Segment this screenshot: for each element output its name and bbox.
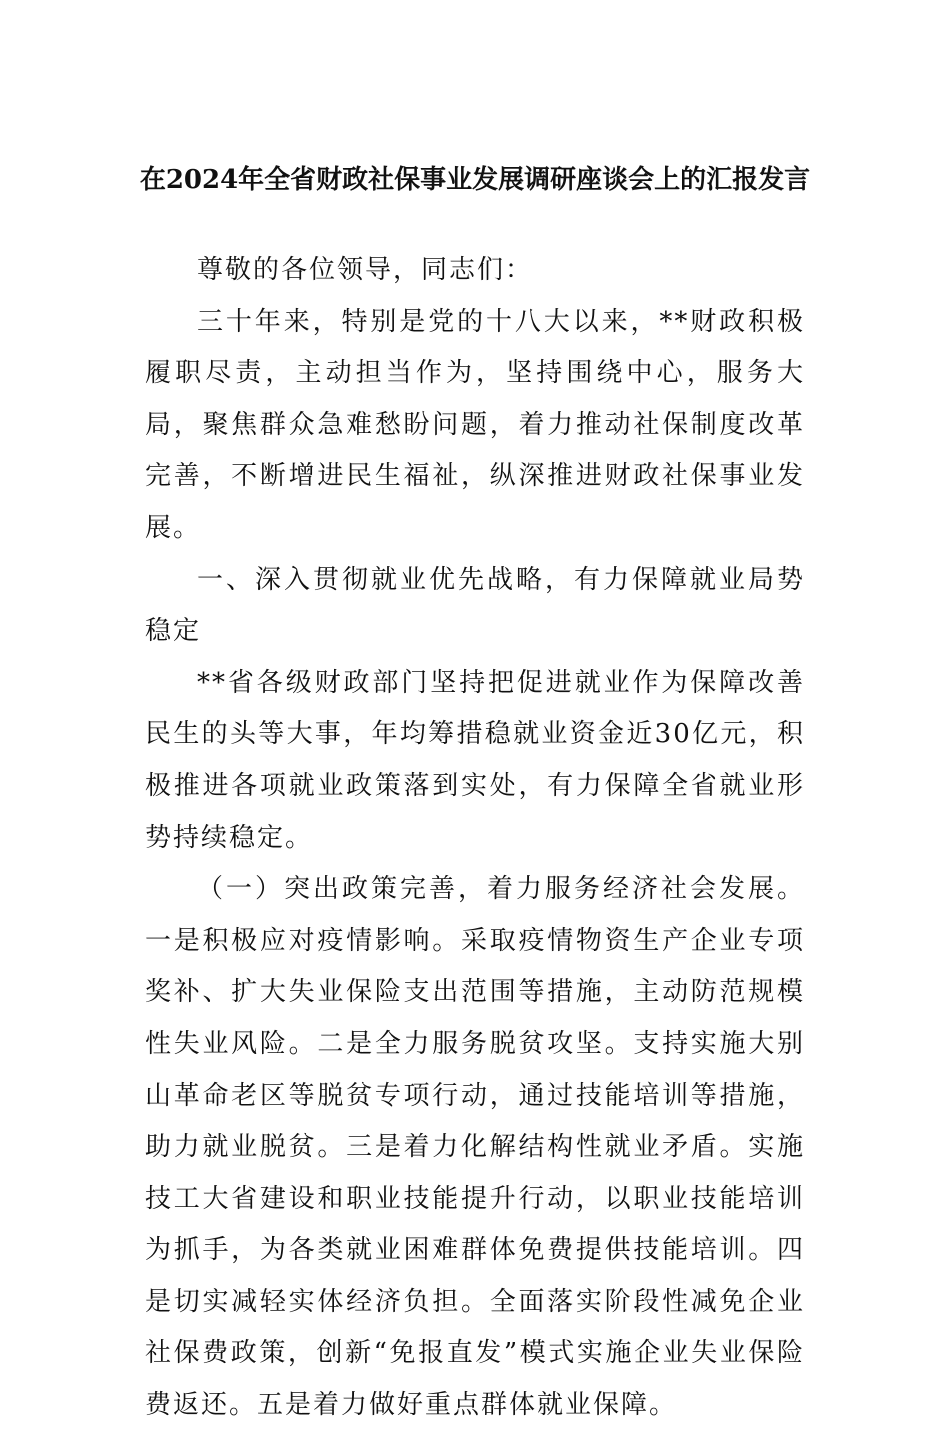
document-body bbox=[145, 245, 805, 1432]
document-title: 在2024年全省财政社保事业发展调研座谈会上的汇报发言 bbox=[139, 165, 811, 195]
section-paragraph: **省各级财政部门坚持把促进就业作为保障改善民生的头等大事，年均筹措稳就业资金近30亿元，积极推进各项就业政策落到实处，有力保障全省就业形势持续稳定。 bbox=[145, 667, 805, 853]
section-heading: 一、深入贯彻就业优先战略，有力保障就业局势稳定 bbox=[145, 564, 805, 647]
salutation-paragraph: 尊敬的各位领导，同志们： bbox=[197, 255, 534, 285]
subsection-paragraph: （一）突出政策完善，着力服务经济社会发展。一是积极应对疫情影响。采取疫情物资生产企业专项奖补、扩大失业保险支出范围等措施，主动防范规模性失业风险。二是全力服务脱贫攻坚。支持实施大别山革命老区等脱贫专项行动，通过技能培训等措施，助力就业脱贫。三是着力化解结构性就业矛盾。实施技工大省建设和职业技能提升行动，以职业技能培训为抓手，为各类就业困难群体免费提供技能培训。四是切实减轻实体经济负担。全面落实阶段性减免企业社保费政策，创新“免报直发”模式实施企业失业保险费返还。五是着力做好重点群体就业保障。 bbox=[145, 874, 805, 1421]
intro-paragraph: 三十年来，特别是党的十八大以来，**财政积极履职尽责，主动担当作为，坚持围绕中心，服务大局，聚焦群众急难愁盼问题，着力推动社保制度改革完善，不断增进民生福祉，纵深推进财政社保事业发展。 bbox=[145, 306, 805, 543]
